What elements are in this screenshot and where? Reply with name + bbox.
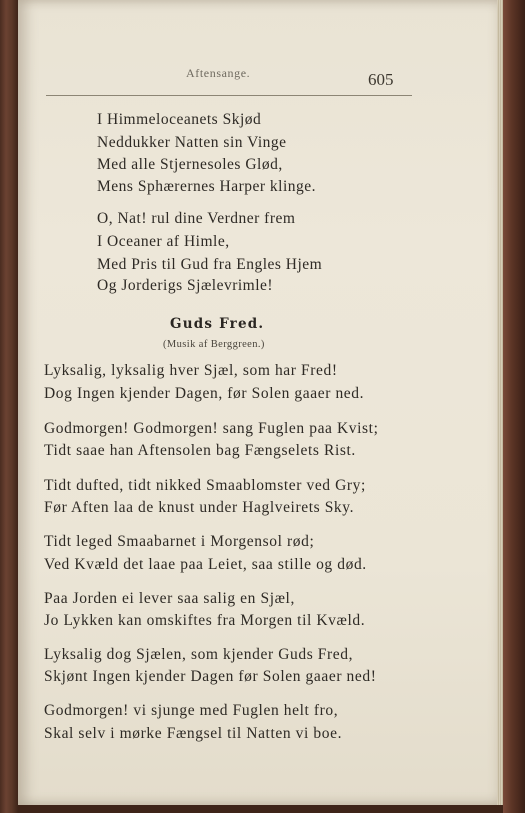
verse-line: Og Jorderigs Sjælevrimle! [97, 277, 274, 294]
verse-line: Paa Jorden ei lever saa salig en Sjæl, [44, 590, 295, 607]
verse-line: Dog Ingen kjender Dagen, før Solen gaaer ned. [44, 385, 365, 402]
verse-line: Lyksalig dog Sjælen, som kjender Guds Fred, [44, 646, 354, 663]
verse-line: Ved Kvæld det laae paa Leiet, saa stille og død. [44, 556, 367, 573]
verse-line: Tidt saae han Aftensolen bag Fængselets Rist. [44, 442, 356, 459]
verse-line: Mens Sphærernes Harper klinge. [97, 178, 317, 195]
page-number: 605 [368, 70, 394, 89]
verse-line: Jo Lykken kan omskiftes fra Morgen til Kvæld. [44, 612, 366, 629]
verse-line: I Oceaner af Himle, [97, 233, 230, 250]
poem-subtitle: (Musik af Berggreen.) [163, 339, 265, 350]
verse-line: Skjønt Ingen kjender Dagen før Solen gaaer ned! [44, 668, 377, 685]
verse-line: Med Pris til Gud fra Engles Hjem [97, 256, 323, 273]
verse-line: Før Aften laa de knust under Haglveirets Sky. [44, 499, 355, 516]
book-cover-edge [503, 0, 525, 813]
verse-line: Lyksalig, lyksalig hver Sjæl, som har Fred! [44, 362, 338, 379]
verse-line: O, Nat! rul dine Verdner frem [97, 210, 296, 227]
verse-line: Skal selv i mørke Fængsel til Natten vi boe. [44, 725, 343, 742]
verse-line: I Himmeloceanets Skjød [97, 111, 262, 128]
verse-line: Tidt leged Smaabarnet i Morgensol rød; [44, 533, 315, 550]
verse-line: Tidt dufted, tidt nikked Smaablomster ved Gry; [44, 477, 366, 494]
header-rule [46, 95, 412, 96]
verse-line: Neddukker Natten sin Vinge [97, 134, 287, 151]
poem-title: Guds Fred. [170, 316, 265, 332]
book-page [18, 0, 503, 805]
running-head: Aftensange. [186, 66, 251, 80]
verse-line: Med alle Stjernesoles Glød, [97, 156, 283, 173]
verse-line: Godmorgen! Godmorgen! sang Fuglen paa Kvist; [44, 420, 379, 437]
verse-line: Godmorgen! vi sjunge med Fuglen helt fro, [44, 702, 339, 719]
